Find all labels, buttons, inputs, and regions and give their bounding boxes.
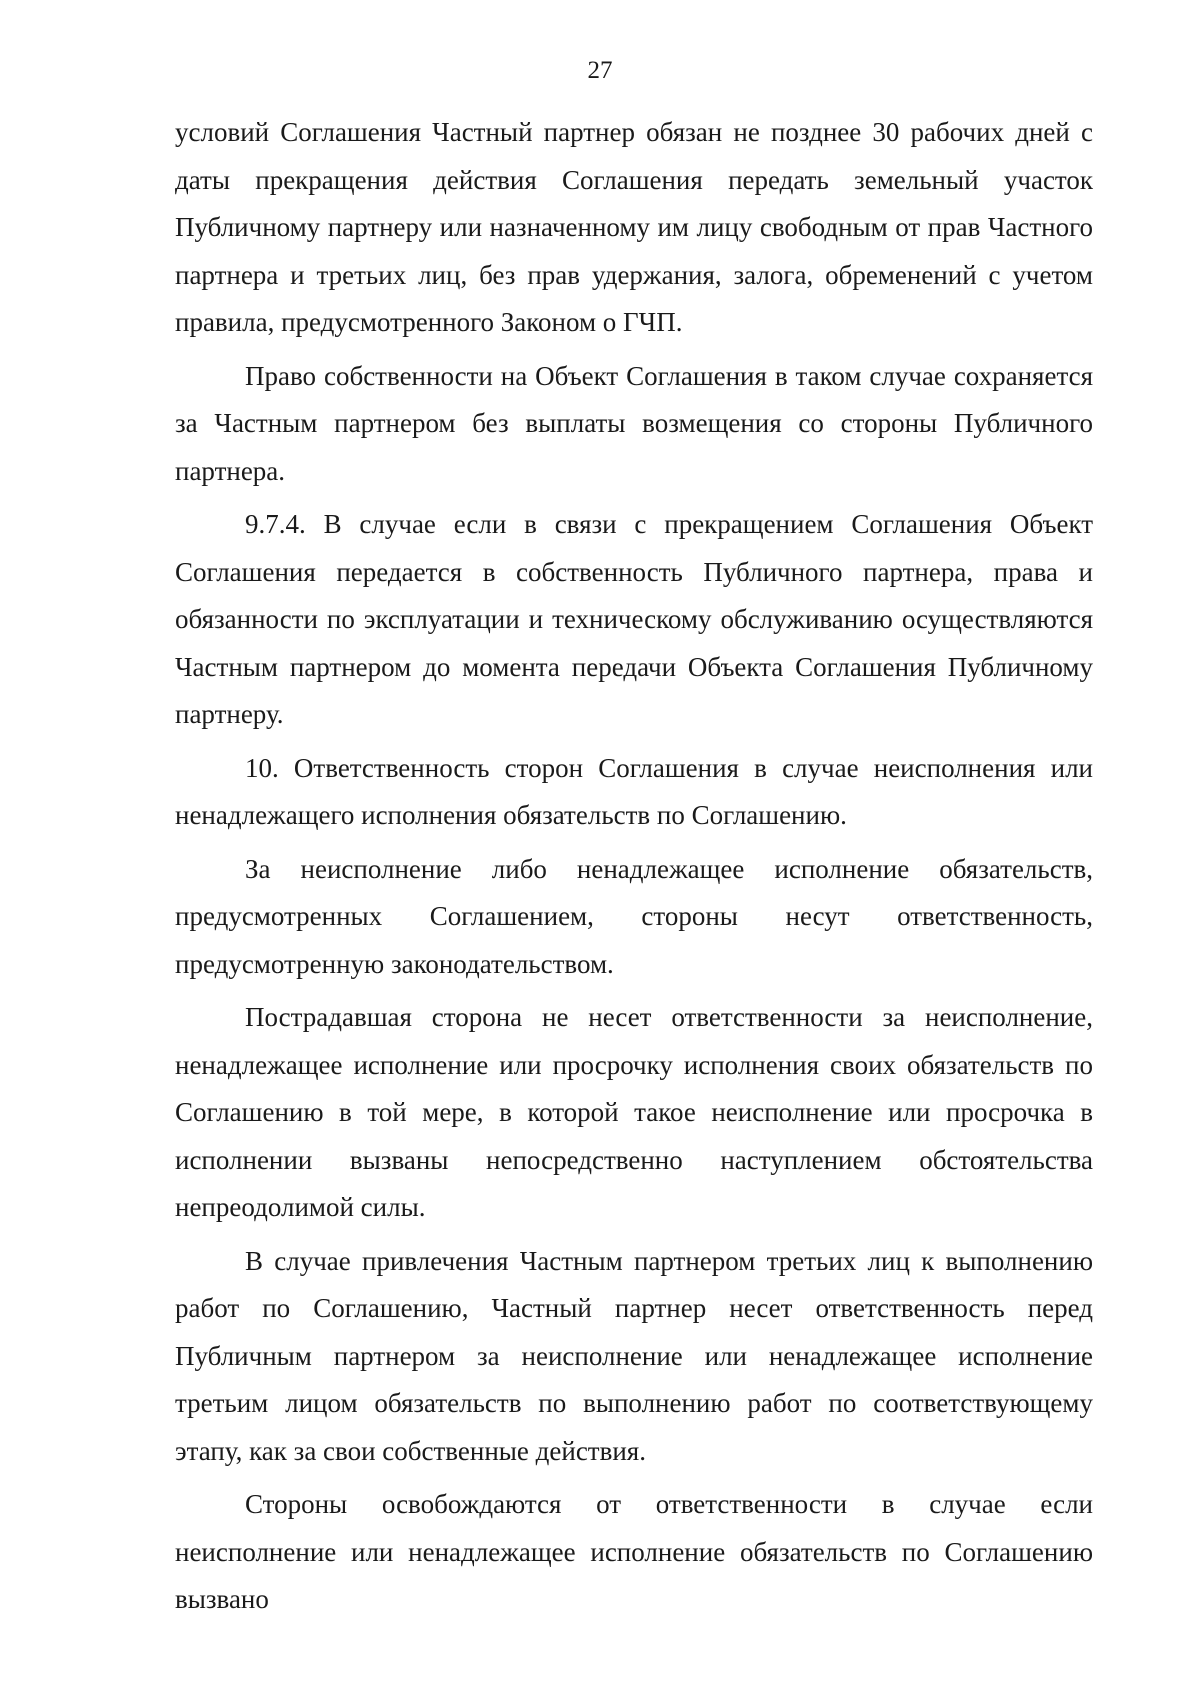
paragraph-ownership-right: Право собственности на Объект Соглашения в таком случае сохраняется за Частным партнером без выплаты возмещения со стороны Публичного партнера. — [175, 360, 1093, 486]
paragraph-force-majeure: Пострадавшая сторона не несет ответственности за неисполнение, ненадлежащее исполнение или просрочку исполнения своих обязательств по Соглашению в той мере, в которой такое неисполнение или просрочка в исполнении вызваны непосредственно наступлением обстоятельства непреодолимой силы. — [175, 1002, 1093, 1222]
paragraph-exemption: Стороны освобождаются от ответственности в случае если неисполнение или ненадлежащее исполнение обязательств по Соглашению вызвано — [175, 1489, 1093, 1614]
paragraph-continuation: условий Соглашения Частный партнер обязан не позднее 30 рабочих дней с даты прекращения действия Соглашения передать земельный участок Публичному партнеру или назначенному им лицу свободным от прав Частного партнера и третьих лиц, без прав удержания, залога, обременений с учетом правила, предусмотренного Законом о ГЧП. — [175, 117, 1093, 337]
paragraph-9-7-4: 9.7.4. В случае если в связи с прекращением Соглашения Объект Соглашения передается в собственность Публичного партнера, права и обязанности по эксплуатации и техническому обслуживанию осуществляются Частным партнером до момента передачи Объекта Соглашения Публичному партнеру. — [175, 509, 1093, 729]
section-heading-10: 10. Ответственность сторон Соглашения в случае неисполнения или ненадлежащего исполнения обязательств по Соглашению. — [175, 752, 1093, 830]
page-number: 27 — [587, 57, 613, 84]
paragraph-third-parties: В случае привлечения Частным партнером третьих лиц к выполнению работ по Соглашению, Частный партнер несет ответственность перед Публичным партнером за неисполнение или ненадлежащее исполнение третьим лицом обязательств по выполнению работ по соответствующему этапу, как за свои собственные действия. — [175, 1245, 1093, 1466]
paragraph-liability: За неисполнение либо ненадлежащее исполнение обязательств, предусмотренных Соглашением, стороны несут ответственность, предусмотренную законодательством. — [175, 853, 1093, 979]
document-body — [175, 109, 1093, 1624]
